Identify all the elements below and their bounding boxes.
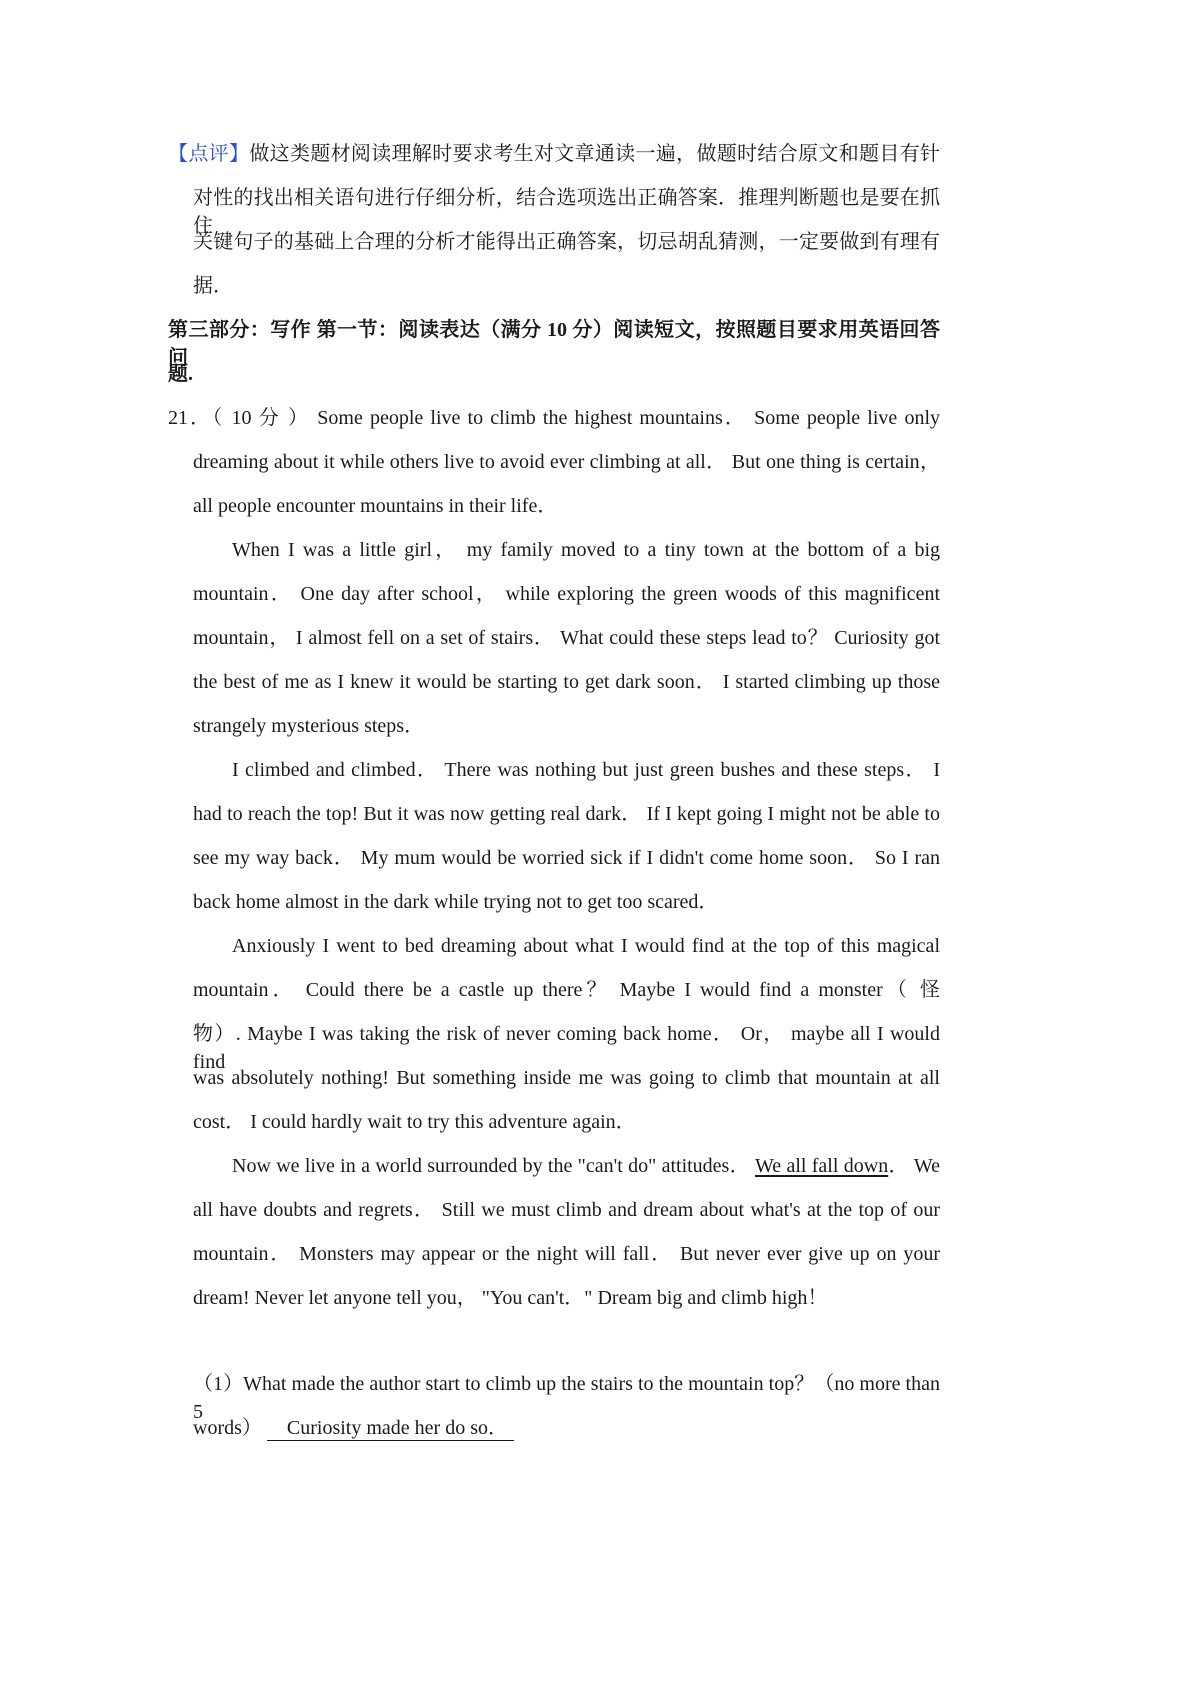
- question-number: 21．（ 10 分 ）: [168, 407, 311, 429]
- comment-line-1: 【点评】做这类题材阅读理解时要求考生对文章通读一遍，做题时结合原文和题目有针: [168, 143, 941, 165]
- comment-tag: 【点评】: [168, 143, 250, 165]
- p3-line-2: mountain． Could there be a castle up there？ Maybe I would find a monster（ 怪: [193, 979, 940, 1001]
- p2-line-3: see my way back． My mum would be worried sick if I didn't come home soon． So I ran: [193, 847, 940, 869]
- p4-line-2: all have doubts and regrets． Still we must climb and dream about what's at the top of our: [193, 1199, 940, 1221]
- comment-line-2: 对性的找出相关语句进行仔细分析，结合选项选出正确答案．推理判断题也是要在抓住: [193, 187, 940, 237]
- p3-line-1: Anxiously I went to bed dreaming about what I would find at the top of this magical: [232, 935, 940, 957]
- question-intro-line-2: dreaming about it while others live to avoid ever climbing at all． But one thing is certain，: [193, 451, 940, 473]
- p3-line-5: cost． I could hardly wait to try this adventure again．: [193, 1111, 636, 1133]
- question-intro-line-3: all people encounter mountains in their life．: [193, 495, 558, 517]
- comment-line-3: 关键句子的基础上合理的分析才能得出正确答案，切忌胡乱猜测，一定要做到有理有: [193, 231, 940, 253]
- p4-line-3: mountain． Monsters may appear or the night will fall． But never ever give up on your: [193, 1243, 940, 1265]
- question-intro-line-1: 21．（ 10 分 ） Some people live to climb the highest mountains． Some people live only: [168, 407, 940, 429]
- section-heading-line-1: 第三部分：写作 第一节：阅读表达（满分 10 分）阅读短文，按照题目要求用英语回答问: [168, 319, 940, 369]
- p3-line-3: 物）. Maybe I was taking the risk of never coming back home． Or， maybe all I would find: [193, 1023, 940, 1073]
- p1-line-4: the best of me as I knew it would be starting to get dark soon． I started climbing up those: [193, 671, 940, 693]
- p4-line-1: Now we live in a world surrounded by the "can't do" attitudes． We all fall down． We: [232, 1155, 940, 1177]
- p2-line-4: back home almost in the dark while trying not to get too scared．: [193, 891, 719, 913]
- subquestion-1-line-1: （1）What made the author start to climb up the stairs to the mountain top？（no more than 5: [193, 1373, 940, 1423]
- p2-line-1: I climbed and climbed． There was nothing but just green bushes and these steps． I: [232, 759, 940, 781]
- underlined-phrase: We all fall down: [754, 1155, 889, 1177]
- p3-line-4: was absolutely nothing! But something inside me was going to climb that mountain at all: [193, 1067, 940, 1089]
- p1-line-5: strangely mysterious steps．: [193, 715, 425, 737]
- section-heading-line-2: 题.: [168, 363, 193, 385]
- comment-line-4: 据．: [193, 275, 233, 297]
- answer-blank: Curiosity made her do so．: [267, 1416, 514, 1441]
- p1-line-1: When I was a little girl， my family moved to a tiny town at the bottom of a big: [232, 539, 940, 561]
- p4-line-4: dream! Never let anyone tell you， "You can't．" Dream big and climb high！: [193, 1287, 828, 1309]
- subquestion-1-line-2: words） Curiosity made her do so．: [193, 1414, 514, 1442]
- p1-line-2: mountain． One day after school， while exploring the green woods of this magnificent: [193, 583, 940, 605]
- p2-line-2: had to reach the top! But it was now getting real dark． If I kept going I might not be able to: [193, 803, 940, 825]
- p1-line-3: mountain， I almost fell on a set of stairs． What could these steps lead to？ Curiosity got: [193, 627, 940, 649]
